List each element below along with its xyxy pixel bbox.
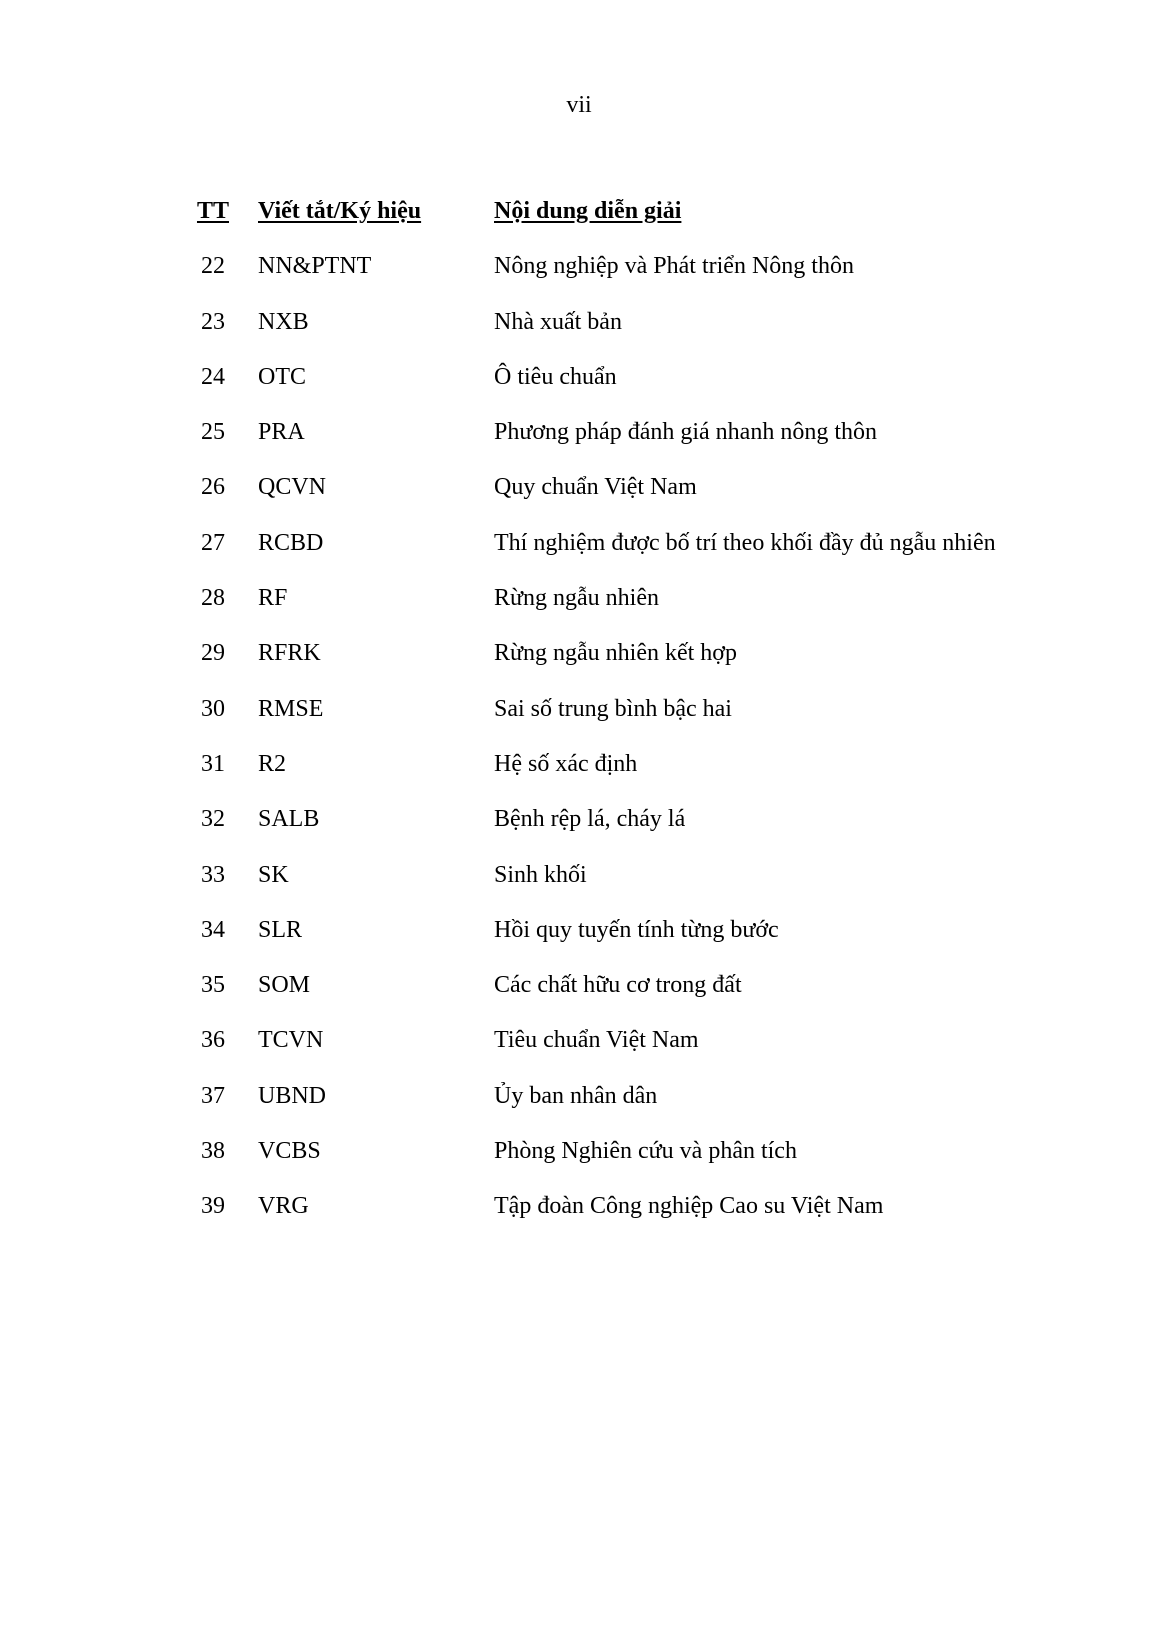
row-description: Ủy ban nhân dân — [494, 1082, 658, 1109]
row-tt: 33 — [201, 861, 225, 888]
row-description: Nhà xuất bản — [494, 308, 622, 335]
row-description: Sinh khối — [494, 861, 587, 888]
row-abbreviation: R2 — [258, 750, 287, 777]
row-description: Các chất hữu cơ trong đất — [494, 972, 742, 999]
table-row — [196, 804, 1056, 859]
row-abbreviation: PRA — [258, 419, 305, 446]
header-tt: TT — [196, 198, 229, 224]
row-tt: 35 — [201, 972, 225, 999]
row-abbreviation: UBND — [258, 1082, 327, 1109]
row-abbreviation: SALB — [258, 806, 320, 833]
row-abbreviation: SOM — [258, 972, 311, 999]
row-description: Phương pháp đánh giá nhanh nông thôn — [494, 419, 877, 446]
table-row — [196, 1081, 1056, 1136]
row-abbreviation: RMSE — [258, 695, 324, 722]
table-row — [196, 307, 1056, 362]
row-description: Thí nghiệm được bố trí theo khối đầy đủ ngẫu nhiên — [494, 529, 996, 556]
row-abbreviation: RF — [258, 585, 288, 612]
table-row — [196, 915, 1056, 970]
row-abbreviation: VCBS — [258, 1138, 321, 1165]
row-tt: 32 — [201, 806, 225, 833]
row-abbreviation: SLR — [258, 916, 303, 943]
row-description: Bệnh rệp lá, cháy lá — [494, 806, 686, 833]
row-tt: 37 — [201, 1082, 225, 1109]
row-abbreviation: VRG — [258, 1193, 309, 1220]
row-tt: 36 — [201, 1027, 225, 1054]
table-row — [196, 251, 1056, 306]
table-row — [196, 1025, 1056, 1080]
row-description: Tiêu chuẩn Việt Nam — [494, 1027, 699, 1054]
row-tt: 38 — [201, 1138, 225, 1165]
row-abbreviation: TCVN — [258, 1027, 324, 1054]
row-description: Sai số trung bình bậc hai — [494, 695, 732, 722]
row-abbreviation: OTC — [258, 363, 306, 390]
header-description: Nội dung diễn giải — [494, 198, 682, 224]
table-row — [196, 1191, 1056, 1246]
row-abbreviation: SK — [258, 861, 289, 888]
table-row — [196, 362, 1056, 417]
row-tt: 29 — [201, 640, 225, 667]
row-tt: 39 — [201, 1193, 225, 1220]
row-tt: 25 — [201, 419, 225, 446]
row-tt: 22 — [201, 253, 225, 280]
table-row — [196, 528, 1056, 583]
row-tt: 31 — [201, 750, 225, 777]
table-body — [196, 251, 1056, 1246]
row-description: Phòng Nghiên cứu và phân tích — [494, 1138, 797, 1165]
row-abbreviation: NN&PTNT — [258, 253, 372, 280]
table-row — [196, 472, 1056, 527]
table-row — [196, 1136, 1056, 1191]
row-abbreviation: RCBD — [258, 529, 324, 556]
row-abbreviation: NXB — [258, 308, 309, 335]
page-number: vii — [566, 92, 592, 118]
row-tt: 23 — [201, 308, 225, 335]
row-description: Hồi quy tuyến tính từng bước — [494, 916, 779, 943]
row-description: Rừng ngẫu nhiên — [494, 585, 659, 612]
row-tt: 26 — [201, 474, 225, 501]
row-description: Nông nghiệp và Phát triển Nông thôn — [494, 253, 854, 280]
abbreviation-table — [196, 196, 1056, 1247]
row-description: Quy chuẩn Việt Nam — [494, 474, 697, 501]
table-row — [196, 860, 1056, 915]
table-row — [196, 638, 1056, 693]
row-description: Hệ số xác định — [494, 750, 638, 777]
row-tt: 30 — [201, 695, 225, 722]
row-tt: 28 — [201, 585, 225, 612]
header-abbreviation: Viết tắt/Ký hiệu — [258, 198, 422, 224]
table-row — [196, 694, 1056, 749]
row-abbreviation: QCVN — [258, 474, 327, 501]
table-row — [196, 417, 1056, 472]
row-abbreviation: RFRK — [258, 640, 321, 667]
table-row — [196, 583, 1056, 638]
table-row — [196, 749, 1056, 804]
row-tt: 34 — [201, 916, 225, 943]
row-description: Ô tiêu chuẩn — [494, 363, 617, 390]
row-description: Tập đoàn Công nghiệp Cao su Việt Nam — [494, 1193, 884, 1220]
row-description: Rừng ngẫu nhiên kết hợp — [494, 640, 737, 667]
row-tt: 27 — [201, 529, 225, 556]
table-header-row — [196, 196, 1056, 251]
row-tt: 24 — [201, 363, 225, 390]
table-row — [196, 970, 1056, 1025]
